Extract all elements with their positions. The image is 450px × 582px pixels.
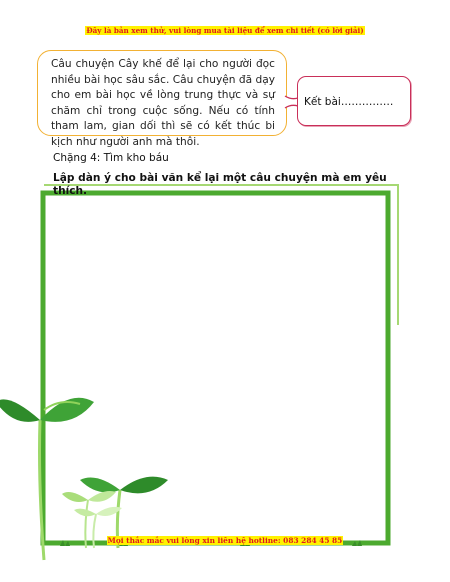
task-instruction: Lập dàn ý cho bài văn kể lại một câu chuyện mà em yêu thích.: [53, 172, 387, 197]
frame-border: [43, 193, 388, 543]
frame-outer-line: [44, 185, 398, 325]
bottom-banner-text: Mọi thắc mắc vui lòng xin liên hệ hotline: 083 284 45 85: [107, 536, 343, 545]
conclusion-label: Kết bài……………: [304, 96, 394, 108]
conclusion-note-box: [297, 76, 411, 126]
story-text: Câu chuyện Cây khế để lại cho người đọc nhiều bài học sâu sắc. Câu chuyện đã dạy cho em bài học về lòng trung thực và sự chăm chỉ trong cuộc sống. Nếu có tính tham lam, gian dối thì sẽ có kết thúc bi kịch như người anh mà thôi.: [51, 58, 275, 148]
top-banner-text: Đây là bản xem thử, vui lòng mua tài liệu để xem chi tiết (có lời giải): [86, 26, 364, 35]
chapter-heading: Chặng 4: Tìm kho báu: [53, 152, 169, 164]
bottom-contact-banner: [0, 536, 450, 545]
